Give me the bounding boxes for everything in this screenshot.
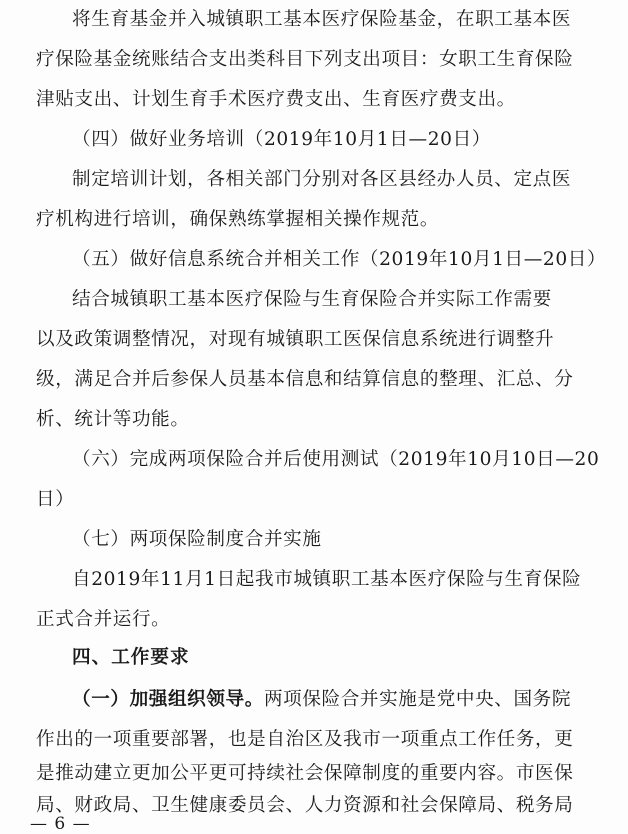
body-text-line: 作出的一项重要部署，也是自治区及我市一项重点工作任务，更 <box>36 729 574 750</box>
body-text-line: 疗机构进行培训，确保熟练掌握相关操作规范。 <box>36 209 440 230</box>
section-heading-7: （七）两项保险制度合并实施 <box>72 529 322 550</box>
body-text-line: 局、财政局、卫生健康委员会、人力资源和社会保障局、税务局 <box>36 795 574 816</box>
section-heading-6-cont: 日） <box>36 489 75 510</box>
body-text-line: 疗保险基金统账结合支出类科目下列支出项目：女职工生育保险 <box>36 49 574 70</box>
body-text-line: 将生育基金并入城镇职工基本医疗保险基金，在职工基本医 <box>72 9 572 30</box>
body-text-line: 津贴支出、计划生育手术医疗费支出、生育医疗费支出。 <box>36 89 516 110</box>
section-heading-4: （四）做好业务培训（2019年10月1日—20日） <box>72 129 491 150</box>
subsection-heading: （一）加强组织领导。 <box>72 689 264 710</box>
body-text-line <box>72 688 592 712</box>
body-text-line: 自2019年11月1日起我市城镇职工基本医疗保险与生育保险 <box>72 569 582 590</box>
body-text-line: 析、统计等功能。 <box>36 409 190 430</box>
body-text-span: 两项保险合并实施是党中央、国务院 <box>263 689 572 710</box>
chapter-heading: 四、工作要求 <box>72 647 190 668</box>
body-text-line: 以及政策调整情况，对现有城镇职工医保信息系统进行调整升 <box>36 329 555 350</box>
body-text-line: 制定培训计划，各相关部门分别对各区县经办人员、定点医 <box>72 169 572 190</box>
section-heading-5: （五）做好信息系统合并相关工作（2019年10月1日—20日） <box>72 249 607 270</box>
body-text-line: 级，满足合并后参保人员基本信息和结算信息的整理、汇总、分 <box>36 369 574 390</box>
body-text-line: 是推动建立更加公平更可持续社会保障制度的重要内容。市医保 <box>36 763 574 784</box>
body-text-line: 结合城镇职工基本医疗保险与生育保险合并实际工作需要 <box>72 289 552 310</box>
body-text-line: 正式合并运行。 <box>36 609 171 630</box>
page-number: — 6 — <box>30 814 91 834</box>
section-heading-6: （六）完成两项保险合并后使用测试（2019年10月10日—20 <box>72 449 600 470</box>
